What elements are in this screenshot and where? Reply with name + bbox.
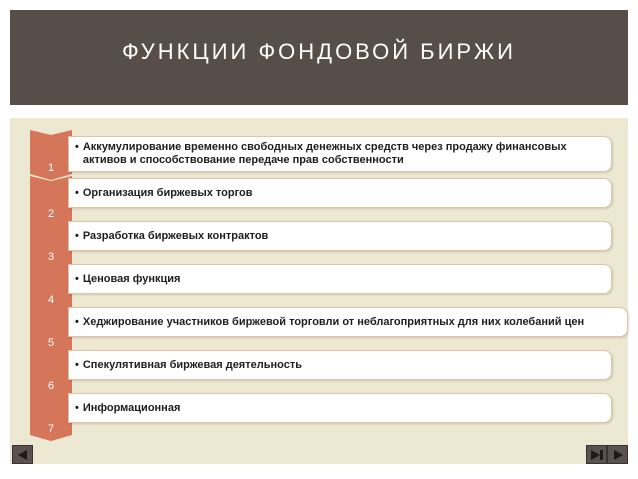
item-number: 1 (47, 162, 55, 174)
item-text: Разработка биржевых контрактов (82, 229, 269, 242)
slide-title: ФУНКЦИИ ФОНДОВОЙ БИРЖИ (122, 38, 516, 64)
prev-slide-button[interactable] (12, 445, 33, 464)
item-text: Информационная (82, 401, 181, 414)
content-panel (10, 118, 628, 464)
item-text: Хеджирование участников биржевой торговли от неблагоприятных для них колебаний цен (82, 315, 585, 328)
bullet: • (75, 272, 79, 285)
item-card (68, 350, 612, 380)
list-item-7 (10, 391, 628, 441)
item-text: Организация биржевых торгов (82, 186, 253, 199)
bullet: • (75, 358, 79, 371)
bullet: • (75, 186, 79, 199)
bullet: • (75, 229, 79, 242)
next-slide-button[interactable] (607, 445, 628, 464)
list-item-1 (10, 130, 628, 180)
item-number: 5 (47, 337, 55, 349)
item-card (68, 393, 612, 423)
item-card (68, 136, 612, 172)
bullet: • (75, 315, 79, 328)
item-text: Спекулятивная биржевая деятельность (82, 358, 302, 371)
triangle-left-icon (17, 449, 29, 461)
item-number: 3 (47, 251, 55, 263)
item-card (68, 178, 612, 208)
item-text: Ценовая функция (82, 272, 181, 285)
item-card (68, 264, 612, 294)
item-card (68, 221, 612, 251)
last-slide-button[interactable] (586, 445, 607, 464)
item-number: 2 (47, 208, 55, 220)
bullet: • (75, 141, 79, 153)
triangle-right-icon (612, 449, 624, 461)
bullet: • (75, 401, 79, 414)
item-number: 4 (47, 294, 55, 306)
item-text: Аккумулирование временно свободных денежных средств через продажу финансовых активов и способствование передаче прав собственности (82, 141, 567, 166)
item-number: 6 (47, 380, 55, 392)
item-number: 7 (47, 423, 55, 435)
skip-end-icon (590, 449, 604, 461)
title-bar (10, 10, 628, 105)
item-card (68, 307, 628, 337)
